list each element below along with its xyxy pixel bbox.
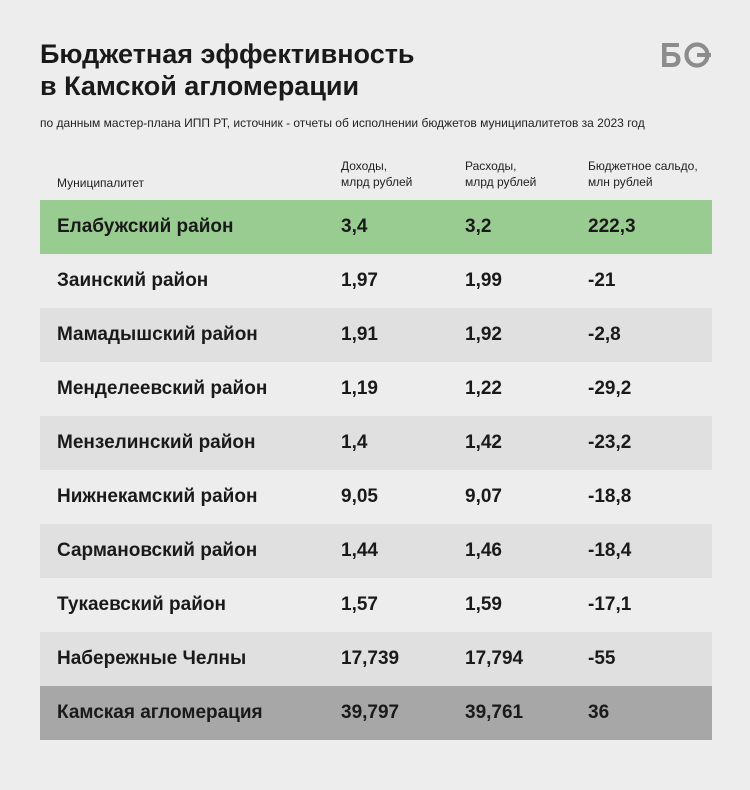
cell-balance: 36 bbox=[588, 702, 610, 723]
cell-municipality: Елабужский район bbox=[57, 216, 234, 237]
cell-municipality: Мамадышский район bbox=[57, 324, 258, 345]
title-line-1: Бюджетная эффективность bbox=[40, 39, 415, 69]
table-row bbox=[40, 416, 712, 470]
cell-income: 1,97 bbox=[341, 270, 378, 291]
cell-income: 1,19 bbox=[341, 378, 378, 399]
cell-balance: 222,3 bbox=[588, 216, 636, 237]
cell-balance: -18,8 bbox=[588, 486, 632, 507]
table-row bbox=[40, 524, 712, 578]
cell-income: 1,44 bbox=[341, 540, 378, 561]
bo-logo-icon bbox=[660, 42, 712, 68]
cell-municipality: Тукаевский район bbox=[57, 594, 226, 615]
title-line-2: в Камской агломерации bbox=[40, 71, 360, 101]
table-row bbox=[40, 632, 712, 686]
subtitle: по данным мастер-плана ИПП РТ, источник - отчеты об исполнении бюджетов муниципалитетов за 2023 год bbox=[40, 116, 645, 130]
cell-balance: -17,1 bbox=[588, 594, 632, 615]
cell-expenses: 3,2 bbox=[465, 216, 492, 237]
cell-municipality: Сармановский район bbox=[57, 540, 258, 561]
cell-balance: -29,2 bbox=[588, 378, 632, 399]
cell-balance: -18,4 bbox=[588, 540, 632, 561]
cell-expenses: 1,42 bbox=[465, 432, 502, 453]
table-row bbox=[40, 362, 712, 416]
table-row bbox=[40, 254, 712, 308]
table-row bbox=[40, 578, 712, 632]
cell-income: 1,91 bbox=[341, 324, 378, 345]
table-header bbox=[40, 157, 712, 197]
cell-income: 1,4 bbox=[341, 432, 368, 453]
cell-balance: -23,2 bbox=[588, 432, 632, 453]
page-title bbox=[40, 38, 415, 102]
cell-income: 39,797 bbox=[341, 702, 400, 723]
cell-expenses: 1,46 bbox=[465, 540, 502, 561]
cell-expenses: 1,59 bbox=[465, 594, 502, 615]
table-row-total bbox=[40, 686, 712, 740]
table-row bbox=[40, 470, 712, 524]
cell-balance: -2,8 bbox=[588, 324, 621, 345]
cell-balance: -21 bbox=[588, 270, 616, 291]
cell-municipality: Мензелинский район bbox=[57, 432, 256, 453]
cell-municipality: Камская агломерация bbox=[57, 702, 263, 723]
cell-expenses: 1,22 bbox=[465, 378, 502, 399]
cell-expenses: 9,07 bbox=[465, 486, 502, 507]
header-expenses: Расходы, млрд рублей bbox=[465, 159, 537, 189]
table-body bbox=[40, 200, 712, 740]
cell-income: 3,4 bbox=[341, 216, 368, 237]
cell-expenses: 1,99 bbox=[465, 270, 502, 291]
cell-expenses: 17,794 bbox=[465, 648, 524, 669]
cell-expenses: 39,761 bbox=[465, 702, 524, 723]
table-row-highlight bbox=[40, 200, 712, 254]
cell-income: 9,05 bbox=[341, 486, 378, 507]
cell-municipality: Менделеевский район bbox=[57, 378, 268, 399]
cell-expenses: 1,92 bbox=[465, 324, 502, 345]
cell-municipality: Заинский район bbox=[57, 270, 209, 291]
cell-income: 17,739 bbox=[341, 648, 400, 669]
header-balance: Бюджетное сальдо, млн рублей bbox=[588, 159, 698, 189]
table-row bbox=[40, 308, 712, 362]
cell-municipality: Набережные Челны bbox=[57, 648, 247, 669]
cell-income: 1,57 bbox=[341, 594, 378, 615]
cell-balance: -55 bbox=[588, 648, 616, 669]
cell-municipality: Нижнекамский район bbox=[57, 486, 258, 507]
header-municipality: Муниципалитет bbox=[57, 176, 145, 190]
header-income: Доходы, млрд рублей bbox=[341, 159, 413, 189]
